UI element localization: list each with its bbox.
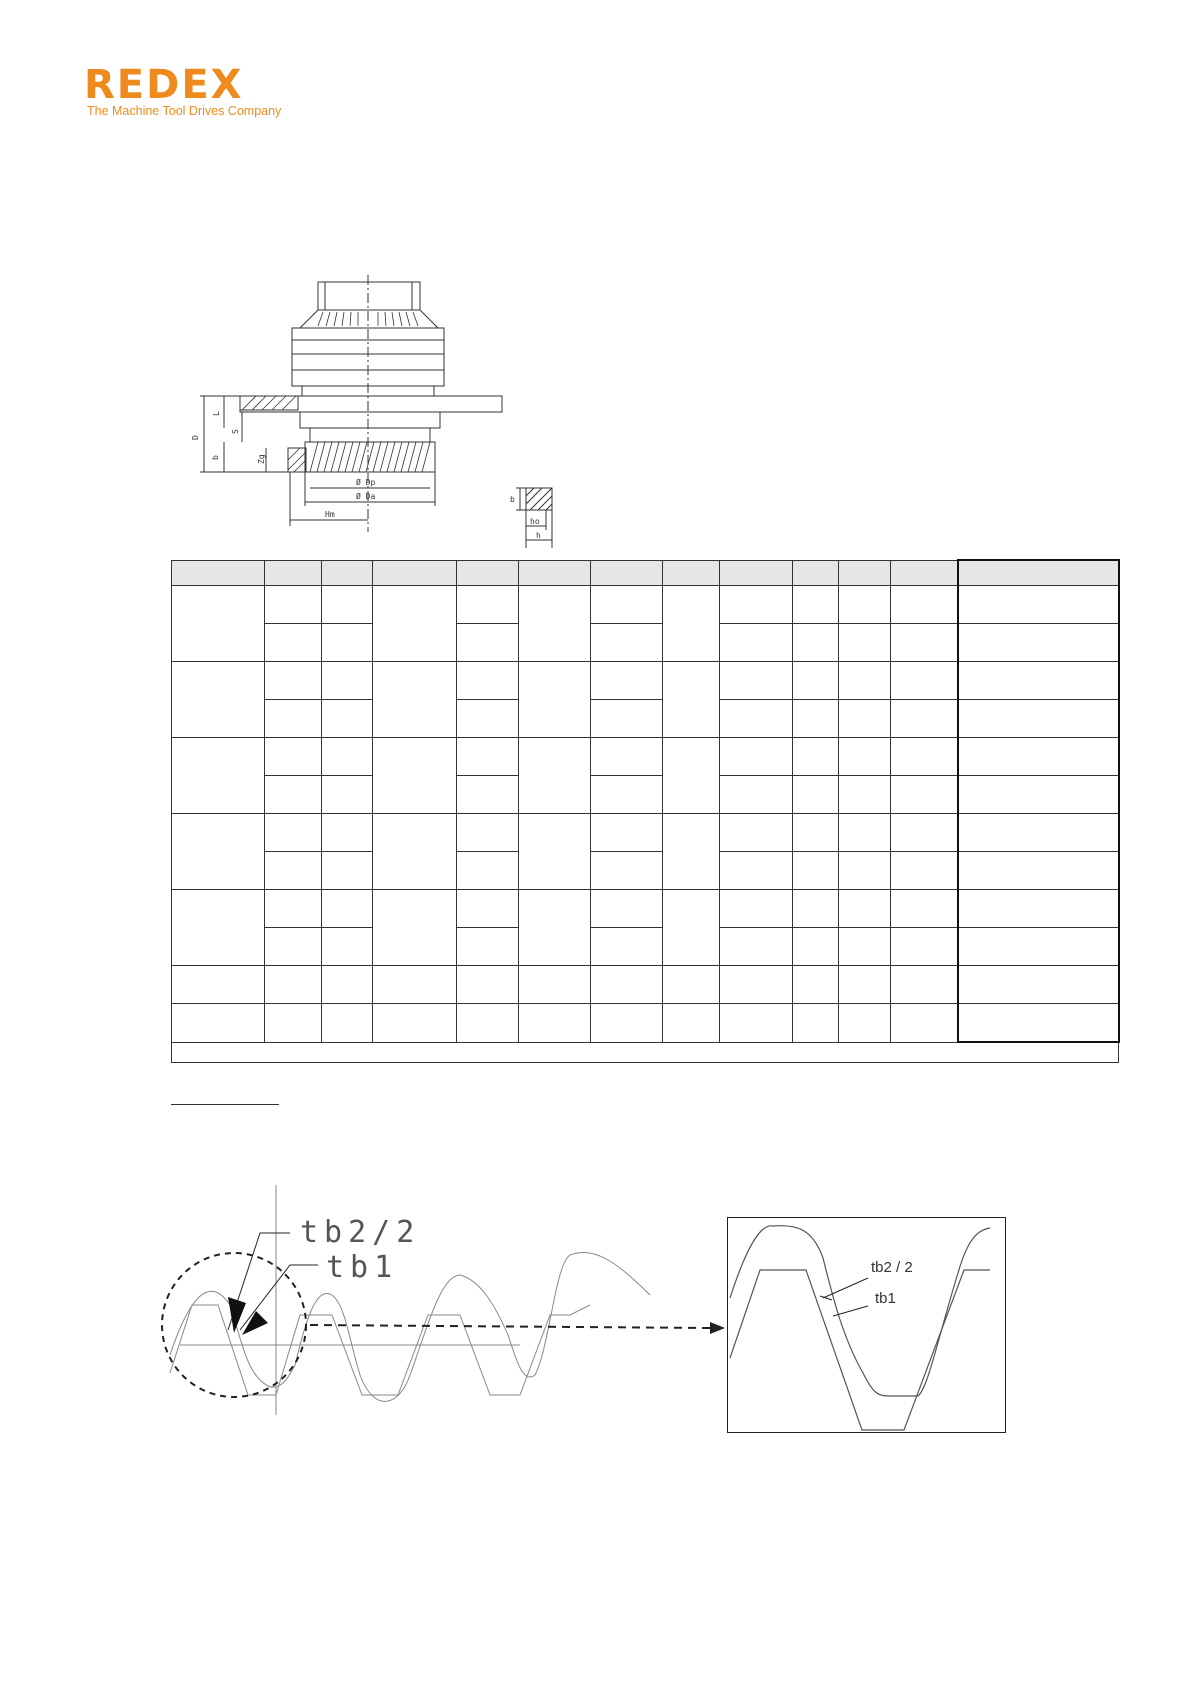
table-row xyxy=(172,662,1119,700)
table-row xyxy=(172,738,1119,776)
backlash-detail-box xyxy=(727,1217,1006,1433)
tb2-half-label-right: tb2 / 2 xyxy=(871,1259,913,1276)
dim-hm-label: Hm xyxy=(325,510,335,519)
dim-l-label: L xyxy=(212,411,221,416)
note-underline xyxy=(171,1104,279,1105)
logo-wordmark: REDEX xyxy=(84,62,244,108)
dim-d-label: D xyxy=(191,435,200,440)
tb1-label-right: tb1 xyxy=(875,1290,896,1307)
tb2-half-label-left: tb2/2 xyxy=(300,1215,421,1250)
table-footer-row xyxy=(172,1042,1119,1063)
table-row xyxy=(172,966,1119,1004)
rack-b-label: b xyxy=(510,495,515,504)
tb1-label-left: tb1 xyxy=(326,1250,399,1285)
table-row xyxy=(172,776,1119,814)
logo-tagline: The Machine Tool Drives Company xyxy=(87,104,282,118)
table-row xyxy=(172,586,1119,624)
table-row xyxy=(172,700,1119,738)
rack-section-drawing xyxy=(500,480,580,550)
table-row xyxy=(172,814,1119,852)
table-row xyxy=(172,624,1119,662)
dim-s-label: S xyxy=(231,429,240,434)
detail-profile-drawing xyxy=(728,1218,1005,1432)
table-row xyxy=(172,928,1119,966)
table-header-row xyxy=(172,560,1119,586)
rack-h-label: h xyxy=(536,531,541,540)
redex-logo xyxy=(84,62,304,120)
table-row xyxy=(172,890,1119,928)
rack-ho-label: ho xyxy=(530,517,540,526)
backlash-diagram xyxy=(150,1185,730,1425)
dim-b-label: b xyxy=(211,455,220,460)
specification-table xyxy=(171,559,1120,1063)
dim-zg-label: Zg xyxy=(257,454,266,464)
table-row xyxy=(172,852,1119,890)
table-row xyxy=(172,1004,1119,1043)
dim-dp-label: Ø Dp xyxy=(356,478,376,487)
dim-da-label: Ø Da xyxy=(356,492,376,501)
